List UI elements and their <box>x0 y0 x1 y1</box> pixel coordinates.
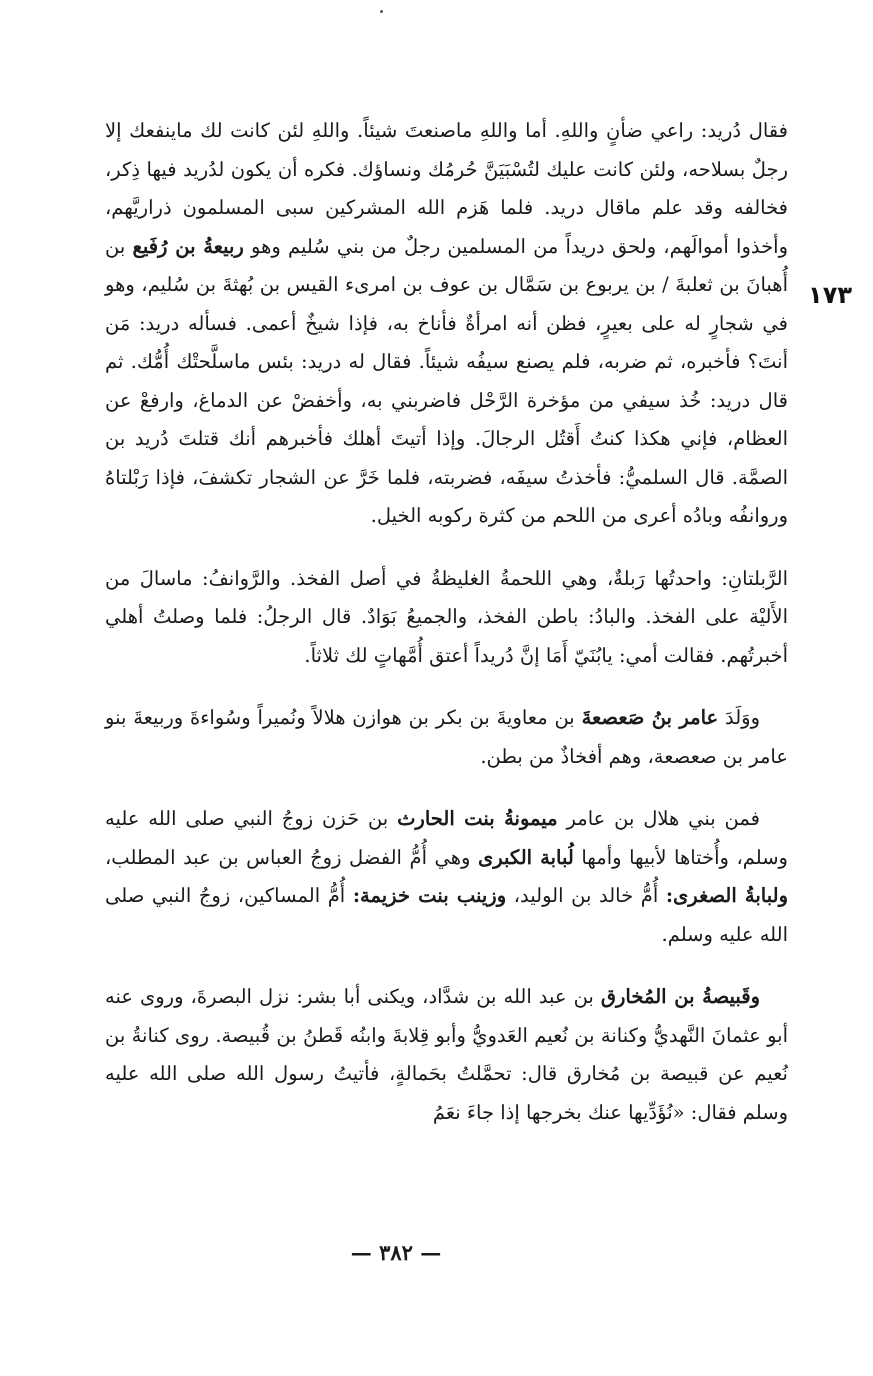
text-run: بن معاويةَ بن بكر بن هوازن هلالاً ونُميراً وسُواءةَ وربيعةَ بنو عامر بن صعصعة، وهم أفخاذٌ من بطن. <box>105 706 788 768</box>
text-run: بن أُهبانَ بن ثعلبةَ / بن يربوع بن سَمَّال بن عوف بن امرىء القيس بن بُهثةَ بن سُليم، وهو في شجارٍ له على بعيرٍ، فظن أنه امرأةٌ فأناخ به، فإذا شيخٌ أعمى. فسأله دريد: مَن أنتَ؟ فأخبره، ثم ضربه، فلم يصنع سيفُه شيئاً. فقال له دريد: بئس ماسلَّحتْك أُمُّك. ثم قال دريد: خُذ سيفي من مؤخرة الرَّحْل فاضربني به، وأخفضْ عن الدماغ، وارفعْ عن العظام، فإني هكذا كنتُ أَقتُل الرجالَ. وإذا أتيتَ أهلك فأخبرهم أنك قتلتَ دُريد بن الصمَّة. قال السلميُّ: فأخذتُ سيفَه، فضربته، فلما خَرَّ عن الشجار تكشفَ، فإذا رَبْلتاهُ وروانفُه وبادُه أعرى من اللحم من كثرة ركوبه الخيل. <box>105 234 788 527</box>
bold-name-maymuna: ميمونةُ بنت الحارث <box>397 807 558 830</box>
text-run: وهي أُمُّ الفضل زوجُ العباس بن عبد المطلب، <box>105 845 479 869</box>
text-run: ووَلَدَ <box>718 706 760 729</box>
text-run: فقال دُريد: راعي ضأنٍ واللهِ. أما واللهِ ماصنعتَ شيئاً. واللهِ لئن كانت لك ماينفعك إلا رجلٌ بسلاحه، ولئن كانت عليك لتُسْبَيَنَّ حُرمُك ونساؤك. فكره أن يكون لدُريد فيها ذِكر، فخالفه وقد علم ماقال دريد. فلما هَزم الله المشركين سبى المسلمون ذراريَّهم، وأخذوا أموالَهم، ولحق دريداً من المسلمين رجلٌ من بني سُليم وهو <box>105 119 788 258</box>
text-run: بن حَزن زوجُ النبي صلى الله عليه وسلم، وأُختاها لأبيها وأمها <box>105 807 788 869</box>
paragraph-amir-lineage <box>105 699 788 776</box>
bold-name-lubaba-kubra: لُبابة الكبرى <box>478 845 574 869</box>
paragraph-hilal-women <box>105 800 788 954</box>
page-body <box>105 112 788 1132</box>
paragraph-durayd-story <box>105 112 788 536</box>
text-run: أُمُّ المساكين، زوجُ النبي صلى الله عليه وسلم. <box>105 884 788 946</box>
bold-name-rabia: ربيعةُ بن رُفَيع <box>132 234 244 258</box>
paragraph-glossary: الرَّبلتانِ: واحدتُها رَبلةٌ، وهي اللحمةُ الغليظةُ في أصل الفخذ. والرَّوانفُ: ماسالَ من الأَليْة على الفخذ. والبادُ: باطن الفخذ، والجميعُ بَوَادٌ. قال الرجلُ: فلما وصلتُ أهلي أخبرتُهم. فقالت أمي: يابُنَيّ أَمَا إنَّ دُريداً أعتق أُمَّهاتٍ لك ثلاثاً. <box>105 566 788 667</box>
bold-name-zaynab: وزينب بنت خزيمة: <box>352 884 507 907</box>
text-run: بن عبد الله بن شدَّاد، ويكنى أبا بشر: نزل البصرةَ، وروى عنه أبو عثمانَ النَّهديُّ وكنانة بن نُعيم العَدويُّ وأبو قِلابةَ وابنُه قَطنُ بن قُبيصة. روى كنانةُ بن نُعيم عن قبيصة بن مُخارق قال: تحمَّلتُ بحَمالةٍ، فأتيتُ رسول الله صلى الله عليه وسلم فقال: «نُؤَدِّيها عنك بخرجها إذا جاءَ نعَمُ <box>105 985 788 1124</box>
bold-name-qabisa: وقَبيصةُ بن المُخارق <box>600 985 760 1008</box>
page-number: — ٣٨٢ — <box>350 1240 442 1265</box>
paragraph-qabisa <box>105 978 788 1132</box>
text-run: أُمُّ خالد بن الوليد، <box>506 884 666 907</box>
scan-dot <box>380 10 383 13</box>
text-run: فمن بني هلال بن عامر <box>557 807 761 830</box>
bold-name-lubaba-sughra: ولبابةُ الصغرى: <box>665 884 788 907</box>
bold-name-amir: عامر بنُ صَعصعةَ <box>581 706 719 729</box>
margin-page-reference: ١٧٣ <box>808 281 852 309</box>
